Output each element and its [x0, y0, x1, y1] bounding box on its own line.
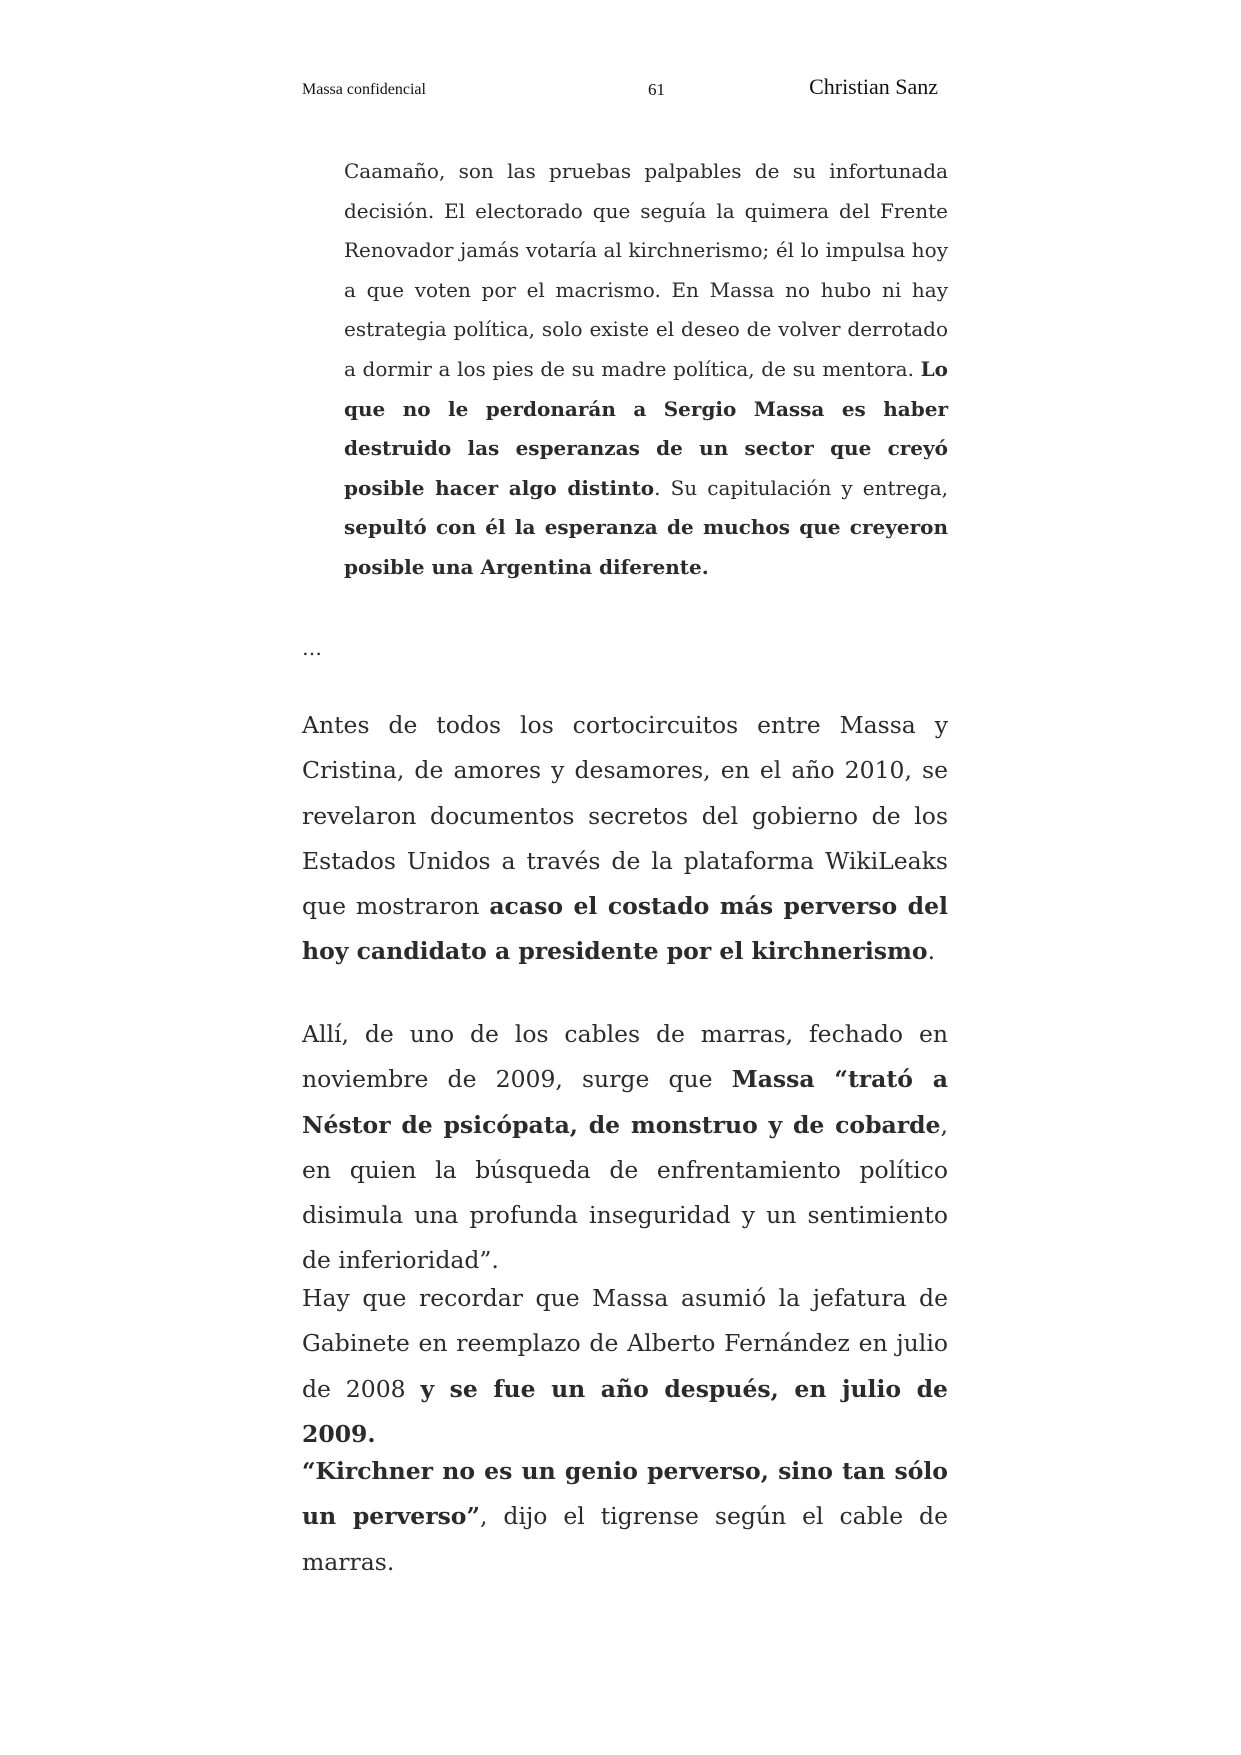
section-ellipsis: …	[302, 636, 322, 660]
body-paragraph	[302, 1012, 948, 1284]
paragraph-text: Antes de todos los cortocircuitos entre Massa y Cristina, de amores y desamores, en el año 2010, se revelaron documentos secretos del gobierno de los Estados Unidos a través de la plataforma WikiLeaks que mostraron	[302, 711, 948, 921]
paragraph-text: , en quien la búsqueda de enfrentamiento político disimula una profunda inseguridad y un sentimiento de inferioridad”.	[302, 1110, 948, 1275]
paragraph-text: Hay que recordar que Massa asumió la jefatura de Gabinete en reemplazo de Alberto Fernández en julio de 2008	[302, 1284, 948, 1403]
paragraph-bold-text: y se fue un año después, en julio de 2009.	[302, 1374, 948, 1448]
paragraph-bold-text: Massa “trató a Néstor de psicópata, de monstruo y de cobarde	[302, 1065, 948, 1139]
quote-text: . Su capitulación y entrega,	[654, 475, 949, 500]
body-paragraph	[302, 1449, 948, 1585]
book-title: Massa confidencial	[302, 81, 426, 98]
body-paragraph	[302, 703, 948, 975]
paragraph-text: Allí, de uno de los cables de marras, fechado en noviembre de 2009, surge que	[302, 1020, 948, 1094]
quote-bold-text: Lo que no le perdonarán a Sergio Massa es haber destruido las esperanzas de un sector que creyó posible hacer algo distinto	[344, 356, 948, 500]
page-number: 61	[648, 80, 665, 99]
paragraph-bold-text: acaso el costado más perverso del hoy candidato a presidente por el kirchnerismo	[302, 892, 948, 966]
author-name: Christian Sanz	[809, 74, 938, 99]
page-header	[302, 74, 938, 107]
paragraph-text: , dijo el tigrense según el cable de marras.	[302, 1502, 948, 1576]
quote-text: Caamaño, son las pruebas palpables de su infortunada decisión. El electorado que seguía la quimera del Frente Renovador jamás votaría al kirchnerismo; él lo impulsa hoy a que voten por el macrismo. En Massa no hubo ni hay estrategia política, solo existe el deseo de volver derrotado a dormir a los pies de su madre política, de su mentora.	[344, 159, 948, 381]
paragraph-bold-text: “Kirchner no es un genio perverso, sino tan sólo un perverso”	[302, 1457, 948, 1531]
quote-paragraph	[344, 152, 948, 588]
body-paragraph	[302, 1276, 948, 1457]
quote-bold-text: sepultó con él la esperanza de muchos que creyeron posible una Argentina diferente.	[344, 515, 948, 579]
paragraph-text: .	[927, 937, 936, 966]
block-quote	[344, 152, 948, 588]
